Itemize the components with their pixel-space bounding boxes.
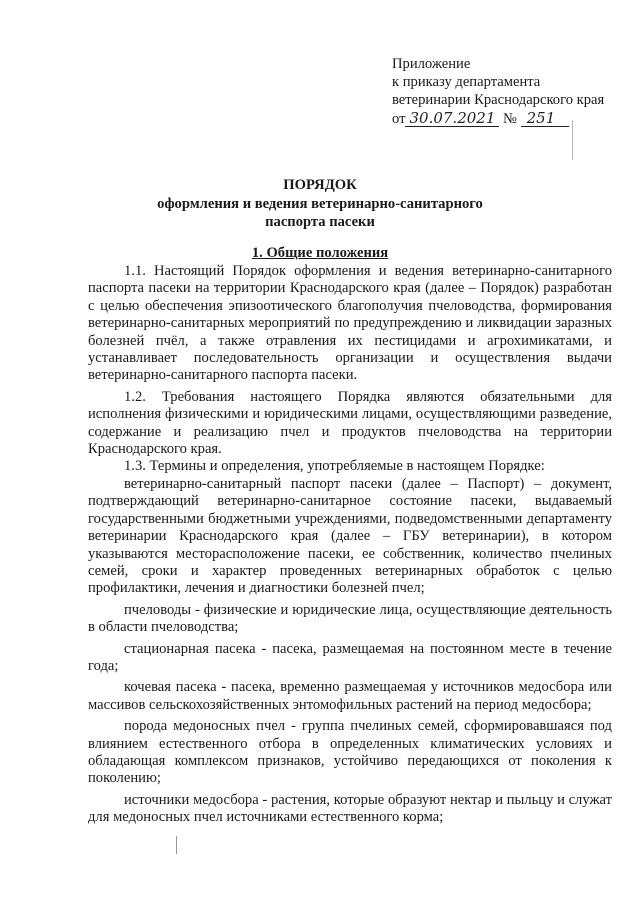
- appendix-line-3: ветеринарии Краснодарского края: [392, 92, 605, 108]
- document-subtitle-line-1: оформления и ведения ветеринарно-санитарного: [157, 196, 483, 212]
- appendix-line-2: к приказу департамента: [392, 74, 541, 90]
- section-heading-text: 1. Общие положения: [251, 245, 389, 261]
- paragraph-1-1: 1.1. Настоящий Порядок оформления и ведения ветеринарно-санитарного паспорта пасеки на территории Краснодарского края (далее – Порядок) разработан с целью обеспечения эпизоотического благополучия пчеловодства, формирования ветеринарно-санитарных мероприятий по предупреждению и ликвидации заразных болезней пчёл, а также отравления их пестицидами и агрохимикатами, и устанавливает последовательность организации и осуществления выдачи ветеринарно-санитарного паспорта пасеки.: [88, 263, 612, 384]
- paragraph-1-3: 1.3. Термины и определения, употребляемые в настоящем Порядке:: [124, 458, 545, 475]
- document-subtitle-line-2: паспорта пасеки: [265, 214, 375, 230]
- definition-bee-breed: порода медоносных пчел - группа пчелиных семей, сформировавшаяся под влиянием естественного отбора в определенных климатических условиях и обладающая комплексом признаков, устойчиво передающихся от поколения к поколению;: [88, 718, 612, 787]
- appendix-line-1: Приложение: [392, 56, 471, 72]
- definition-nomadic-apiary: кочевая пасека - пасека, временно размещаемая у источников медосбора или массивов сельскохозяйственных энтомофильных растений на период медосбора;: [88, 679, 612, 713]
- section-heading: [0, 245, 640, 262]
- definition-passport: ветеринарно-санитарный паспорт пасеки (далее – Паспорт) – документ, подтверждающий ветеринарно-санитарное состояние пасеки, выдаваемый государственными бюджетными учреждениями, подведомственными департаменту ветеринарии Краснодарского края (далее – ГБУ ветеринарии), в котором указываются месторасположение пасеки, ее собственник, количество пчелиных семей, сроки и характер проведенных ветеринарных обработок с целью профилактики, лечения и диагностики болезней пчел;: [88, 475, 612, 597]
- definition-honey-sources: источники медосбора - растения, которые образуют нектар и пыльцу и служат для медоносных пчел источниками естественного корма;: [88, 791, 612, 826]
- handwritten-date: 30.07.2021: [405, 111, 499, 127]
- appendix-block: [392, 55, 604, 128]
- scan-artifact: [176, 836, 177, 854]
- number-prefix: №: [503, 111, 517, 127]
- handwritten-number: 251: [521, 111, 570, 127]
- paragraph-1-2: 1.2. Требования настоящего Порядка являются обязательными для исполнения физическими и юридическими лицами, осуществляющими разведение, содержание и реализацию пчел и продуктов пчеловодства на территории Краснодарского края.: [88, 388, 612, 458]
- document-title: ПОРЯДОК: [283, 177, 357, 193]
- scan-artifact: [572, 120, 573, 160]
- document-body: [88, 263, 612, 827]
- definition-stationary-apiary: стационарная пасека - пасека, размещаемая на постоянном месте в течение года;: [88, 640, 612, 674]
- definition-beekeepers: пчеловоды - физические и юридические лица, осуществляющие деятельность в области пчеловодства;: [88, 601, 612, 636]
- date-prefix: от: [392, 111, 406, 127]
